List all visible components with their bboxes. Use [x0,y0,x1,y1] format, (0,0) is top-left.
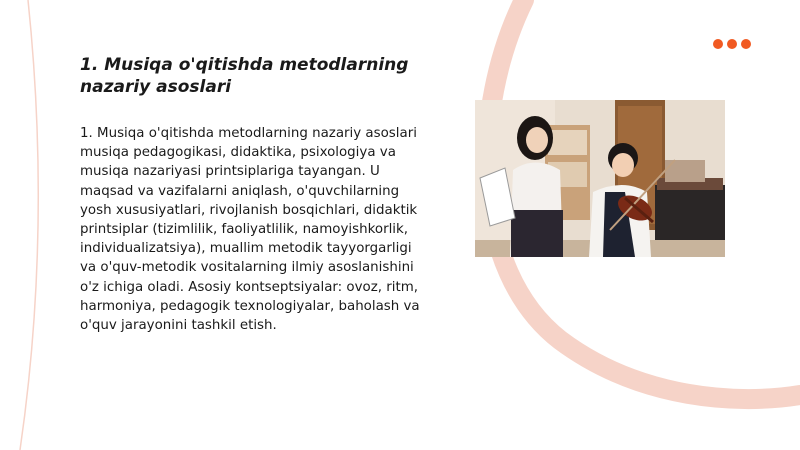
slide-body-text: 1. Musiqa o'qitishda metodlarning nazariy asoslari musiqa pedagogikasi, didaktika, psixologiya va musiqa nazariyasi printsiplariga tayangan. U maqsad va vazifalarni aniqlash, o'quvchilarning yosh xususiyatlari, rivojlanish bosqichlari, didaktik printsiplar (tizimlilik, faoliyatlilik, namoyishkorlik, individualizatsiya), muallim metodik tayyorgarligi va o'quv-metodik vositalarning ilmiy asoslanishini o'z ichiga oladi. Asosiy kontseptsiyalar: ovoz, ritm, harmoniya, pedagogik texnologiyalar, baholash va o'quv jarayonini tashkil etish. [80,126,420,334]
dot [727,39,737,49]
dot [713,39,723,49]
slide-title: 1. Musiqa o'qitishda metodlarning nazariy asoslari [80,55,409,97]
violin-lesson-photo [475,100,725,257]
left-thin-arc [20,0,38,450]
three-dots-icon [713,39,751,49]
dot [741,39,751,49]
